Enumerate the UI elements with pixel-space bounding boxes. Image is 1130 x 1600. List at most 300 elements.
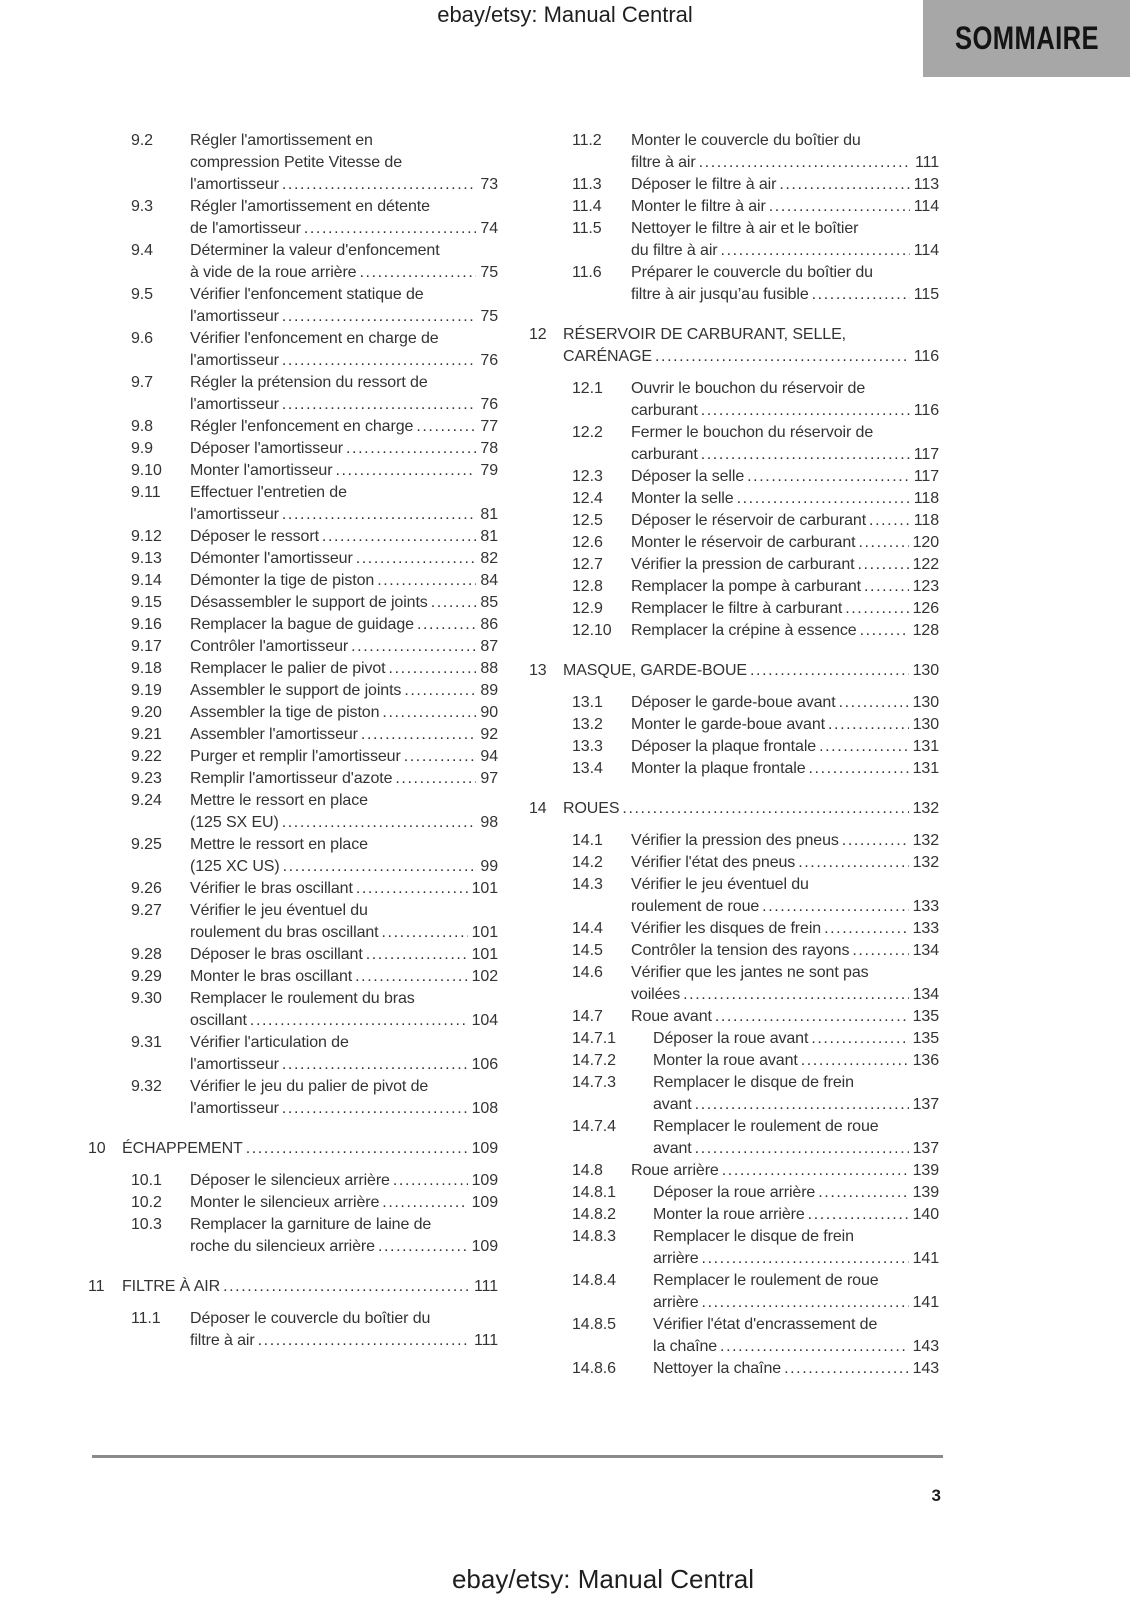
entry-body [631, 532, 939, 554]
entry-number: 13 [529, 662, 547, 679]
entry-last-line [190, 1236, 498, 1258]
entry-last-line [190, 966, 498, 988]
entry-text: Monter la roue arrière [653, 1206, 805, 1223]
entry-number: 9.30 [131, 990, 162, 1007]
entry-text: Remplacer la bague de guidage [190, 616, 414, 633]
toc-entry-9.19 [88, 680, 498, 702]
entry-page-number: 92 [480, 726, 498, 743]
entry-page-number: 116 [913, 402, 939, 419]
dot-leader [809, 758, 909, 780]
entry-text-line: Régler l'amortissement en détente [190, 198, 430, 215]
entry-text: l'amortisseur [190, 1056, 279, 1073]
dot-leader [258, 1330, 470, 1352]
entry-last-line [631, 830, 939, 852]
entry-body [631, 598, 939, 620]
entry-body [631, 378, 939, 422]
entry-text: Remplacer le palier de pivot [190, 660, 386, 677]
entry-number: 9.14 [131, 572, 162, 589]
entry-last-line [190, 460, 498, 482]
dot-leader [839, 692, 909, 714]
entry-body [631, 1006, 939, 1028]
entry-body [653, 1204, 939, 1226]
entry-body [190, 328, 498, 372]
entry-page-number: 130 [912, 694, 939, 711]
entry-number: 14.8.1 [572, 1184, 616, 1201]
entry-text: avant [653, 1096, 692, 1113]
dot-leader [282, 394, 477, 416]
entry-number: 9.12 [131, 528, 162, 545]
entry-text: roulement du bras oscillant [190, 924, 379, 941]
dot-leader [366, 944, 468, 966]
entry-page-number: 111 [473, 1332, 498, 1349]
toc-entry-14.7.1 [529, 1028, 939, 1050]
entry-last-line [190, 570, 498, 592]
entry-text: du filtre à air [631, 242, 718, 259]
entry-number: 9.18 [131, 660, 162, 677]
dot-leader [852, 940, 908, 962]
entry-text: carburant [631, 402, 698, 419]
entry-page-number: 86 [480, 616, 498, 633]
entry-body [190, 724, 498, 746]
entry-text: Vérifier les disques de frein [631, 920, 822, 937]
entry-page-number: 137 [912, 1140, 939, 1157]
dot-leader [361, 724, 476, 746]
entry-page-number: 106 [471, 1056, 498, 1073]
entry-number: 14.6 [572, 964, 603, 981]
toc-entry-14.4 [529, 918, 939, 940]
toc-section-10 [88, 1138, 498, 1160]
dot-leader [702, 1248, 909, 1270]
entry-body [631, 918, 939, 940]
toc-entry-14.6 [529, 962, 939, 1006]
entry-last-line [631, 1006, 939, 1028]
toc-section-14 [529, 798, 939, 820]
entry-last-line [631, 692, 939, 714]
entry-last-line [653, 1204, 939, 1226]
toc-entry-14.7 [529, 1006, 939, 1028]
toc-entry-9.4 [88, 240, 498, 284]
entry-body [631, 576, 939, 598]
dot-leader [282, 1054, 468, 1076]
toc-entry-9.22 [88, 746, 498, 768]
entry-number: 12.1 [572, 380, 603, 397]
entry-body [190, 372, 498, 416]
toc-entry-9.3 [88, 196, 498, 240]
entry-number: 14.7.2 [572, 1052, 616, 1069]
entry-last-line [631, 240, 939, 262]
entry-number: 9.32 [131, 1078, 162, 1095]
entry-page-number: 114 [913, 198, 939, 215]
entry-body [563, 324, 939, 368]
entry-text-line: RÉSERVOIR DE CARBURANT, SELLE, [563, 326, 847, 343]
toc-entry-9.21 [88, 724, 498, 746]
dot-leader [798, 852, 908, 874]
dot-leader [393, 1170, 468, 1192]
toc-entry-14.7.3 [529, 1072, 939, 1116]
entry-number: 10.1 [131, 1172, 162, 1189]
entry-last-line [190, 1054, 498, 1076]
entry-last-line [631, 400, 939, 422]
dot-leader [351, 636, 476, 658]
entry-last-line [631, 466, 939, 488]
toc-entry-12.2 [529, 422, 939, 466]
dot-leader [858, 532, 908, 554]
entry-number: 11.4 [572, 198, 602, 215]
entry-last-line [190, 680, 498, 702]
entry-body [631, 466, 939, 488]
toc-entry-11.3 [529, 174, 939, 196]
entry-text-line: Effectuer l'entretien de [190, 484, 347, 501]
entry-text-line: Vérifier le jeu du palier de pivot de [190, 1078, 429, 1095]
toc-entry-12.3 [529, 466, 939, 488]
entry-text: FILTRE À AIR [122, 1278, 221, 1295]
toc-entry-9.14 [88, 570, 498, 592]
entry-body [190, 988, 498, 1032]
toc-entry-9.10 [88, 460, 498, 482]
dot-leader [282, 350, 477, 372]
entry-text: l'amortisseur [190, 506, 279, 523]
entry-number: 12.4 [572, 490, 603, 507]
dot-leader [824, 918, 909, 940]
dot-leader [737, 488, 910, 510]
toc-entry-10.3 [88, 1214, 498, 1258]
dot-leader [720, 1336, 909, 1358]
dot-leader [431, 592, 477, 614]
entry-number: 14.7.3 [572, 1074, 616, 1091]
page-number: 3 [931, 1486, 941, 1505]
entry-last-line [631, 1160, 939, 1182]
toc-section-13 [529, 660, 939, 682]
entry-page-number: 109 [471, 1194, 498, 1211]
entry-page-number: 118 [913, 490, 939, 507]
entry-last-line [190, 262, 498, 284]
entry-text: Nettoyer la chaîne [653, 1360, 782, 1377]
entry-page-number: 74 [480, 220, 498, 237]
entry-text: Monter le filtre à air [631, 198, 766, 215]
dot-leader [417, 614, 476, 636]
entry-body [190, 1308, 498, 1352]
entry-last-line [190, 526, 498, 548]
entry-text: oscillant [190, 1012, 247, 1029]
entry-last-line [122, 1276, 498, 1298]
entry-text: de l'amortisseur [190, 220, 301, 237]
entry-last-line [653, 1094, 939, 1116]
entry-text-line: Mettre le ressort en place [190, 792, 368, 809]
entry-page-number: 122 [912, 556, 939, 573]
dot-leader [722, 1160, 909, 1182]
entry-page-number: 139 [912, 1184, 939, 1201]
header-title: ebay/etsy: Manual Central [437, 2, 693, 27]
entry-page-number: 101 [471, 924, 498, 941]
entry-text-line: Régler la prétension du ressort de [190, 374, 428, 391]
dot-leader [702, 1292, 909, 1314]
entry-text: Déposer la roue avant [653, 1030, 809, 1047]
entry-text-line: Régler l'amortissement en [190, 132, 373, 149]
entry-text: carburant [631, 446, 698, 463]
entry-number: 12.8 [572, 578, 603, 595]
entry-text: l'amortisseur [190, 308, 279, 325]
entry-page-number: 109 [471, 1140, 498, 1157]
entry-last-line [190, 504, 498, 526]
toc-entry-9.32 [88, 1076, 498, 1120]
entry-last-line [563, 660, 939, 682]
entry-number: 9.10 [131, 462, 162, 479]
entry-text: l'amortisseur [190, 396, 279, 413]
dot-leader [699, 152, 911, 174]
toc-entry-12.4 [529, 488, 939, 510]
entry-last-line [190, 922, 498, 944]
toc-entry-9.7 [88, 372, 498, 416]
entry-page-number: 89 [480, 682, 498, 699]
dot-leader [695, 1094, 909, 1116]
dot-leader [715, 1006, 909, 1028]
toc-entry-9.16 [88, 614, 498, 636]
entry-last-line [631, 940, 939, 962]
entry-text: ROUES [563, 800, 620, 817]
entry-number: 10.3 [131, 1216, 162, 1233]
entry-text: avant [653, 1140, 692, 1157]
entry-number: 9.15 [131, 594, 162, 611]
entry-number: 11 [88, 1278, 105, 1295]
entry-text: Déposer la plaque frontale [631, 738, 817, 755]
toc-section-12 [529, 324, 939, 368]
entry-body [190, 944, 498, 966]
entry-body [631, 554, 939, 576]
dot-leader [282, 174, 477, 196]
toc-entry-14.8.6 [529, 1358, 939, 1380]
toc-entry-14.7.4 [529, 1116, 939, 1160]
entry-text-line: Vérifier l'état d'encrassement de [653, 1316, 878, 1333]
toc-entry-9.18 [88, 658, 498, 680]
entry-number: 9.4 [131, 242, 153, 259]
entry-text: l'amortisseur [190, 176, 279, 193]
entry-text-line: Déposer le couvercle du boîtier du [190, 1310, 431, 1327]
toc-entry-12.5 [529, 510, 939, 532]
entry-last-line [190, 878, 498, 900]
entry-page-number: 132 [912, 800, 939, 817]
entry-last-line [631, 598, 939, 620]
dot-leader [389, 658, 477, 680]
entry-body [190, 702, 498, 724]
entry-text: Monter la roue avant [653, 1052, 798, 1069]
entry-number: 14.4 [572, 920, 603, 937]
entry-number: 12.2 [572, 424, 603, 441]
entry-text: Désassembler le support de joints [190, 594, 428, 611]
dot-leader [283, 856, 477, 878]
entry-page-number: 90 [480, 704, 498, 721]
entry-text: MASQUE, GARDE-BOUE [563, 662, 748, 679]
entry-body [631, 736, 939, 758]
entry-page-number: 123 [912, 578, 939, 595]
entry-number: 11.1 [131, 1310, 161, 1327]
table-of-contents [88, 130, 939, 1380]
entry-number: 14.7.1 [572, 1030, 616, 1047]
entry-page-number: 136 [912, 1052, 939, 1069]
entry-number: 12.3 [572, 468, 603, 485]
entry-body [653, 1050, 939, 1072]
toc-entry-10.2 [88, 1192, 498, 1214]
entry-last-line [653, 1248, 939, 1270]
toc-column-left [88, 130, 498, 1380]
entry-body [631, 488, 939, 510]
entry-body [631, 174, 939, 196]
entry-page-number: 104 [471, 1012, 498, 1029]
entry-page-number: 140 [912, 1206, 939, 1223]
entry-text: Monter la selle [631, 490, 734, 507]
entry-number: 14.2 [572, 854, 603, 871]
entry-last-line [631, 554, 939, 576]
entry-number: 9.11 [131, 484, 161, 501]
dot-leader [378, 1236, 468, 1258]
entry-text: Monter le bras oscillant [190, 968, 353, 985]
entry-number: 12.9 [572, 600, 603, 617]
entry-text: l'amortisseur [190, 352, 279, 369]
entry-number: 13.4 [572, 760, 603, 777]
dot-leader [223, 1276, 470, 1298]
dot-leader [322, 526, 476, 548]
dot-leader [382, 922, 468, 944]
entry-body [631, 620, 939, 642]
entry-page-number: 99 [480, 858, 498, 875]
entry-page-number: 113 [913, 176, 939, 193]
entry-last-line [631, 918, 939, 940]
entry-body [653, 1182, 939, 1204]
entry-body [563, 660, 939, 682]
dot-leader [801, 1050, 909, 1072]
entry-last-line [190, 218, 498, 240]
toc-entry-14.1 [529, 830, 939, 852]
entry-number: 14.8.6 [572, 1360, 616, 1377]
entry-number: 9.17 [131, 638, 162, 655]
toc-entry-12.10 [529, 620, 939, 642]
entry-body [190, 878, 498, 900]
entry-number: 9.25 [131, 836, 162, 853]
entry-number: 9.9 [131, 440, 153, 457]
entry-last-line [631, 174, 939, 196]
entry-text: Régler l'enfoncement en charge [190, 418, 414, 435]
entry-page-number: 137 [912, 1096, 939, 1113]
entry-text: filtre à air jusqu’au fusible [631, 286, 809, 303]
entry-last-line [190, 438, 498, 460]
dot-leader [282, 1098, 468, 1120]
entry-body [122, 1138, 498, 1160]
entry-page-number: 131 [912, 760, 939, 777]
entry-page-number: 117 [913, 446, 939, 463]
entry-body [190, 900, 498, 944]
toc-entry-9.29 [88, 966, 498, 988]
entry-number: 10.2 [131, 1194, 162, 1211]
entry-text: CARÉNAGE [563, 348, 652, 365]
entry-page-number: 75 [480, 308, 498, 325]
entry-last-line [653, 1292, 939, 1314]
entry-page-number: 98 [480, 814, 498, 831]
entry-number: 9.21 [131, 726, 162, 743]
entry-page-number: 132 [912, 832, 939, 849]
entry-text: Démonter la tige de piston [190, 572, 375, 589]
entry-last-line [190, 548, 498, 570]
entry-body [631, 196, 939, 218]
entry-body [190, 746, 498, 768]
entry-number: 9.23 [131, 770, 162, 787]
entry-page-number: 135 [912, 1030, 939, 1047]
entry-number: 14.8.2 [572, 1206, 616, 1223]
entry-page-number: 88 [480, 660, 498, 677]
toc-entry-13.1 [529, 692, 939, 714]
entry-number: 9.22 [131, 748, 162, 765]
entry-last-line [631, 196, 939, 218]
entry-page-number: 126 [912, 600, 939, 617]
entry-body [190, 790, 498, 834]
entry-body [190, 636, 498, 658]
entry-body [190, 1214, 498, 1258]
entry-text: Déposer le réservoir de carburant [631, 512, 867, 529]
entry-last-line [563, 798, 939, 820]
dot-leader [747, 466, 910, 488]
entry-page-number: 79 [480, 462, 498, 479]
entry-last-line [631, 736, 939, 758]
entry-text: filtre à air [631, 154, 696, 171]
entry-text: Monter le réservoir de carburant [631, 534, 856, 551]
entry-text: Déposer la roue arrière [653, 1184, 816, 1201]
entry-page-number: 135 [912, 1008, 939, 1025]
dot-leader [246, 1138, 468, 1160]
entry-text: Remplacer la crépine à essence [631, 622, 857, 639]
toc-entry-9.12 [88, 526, 498, 548]
entry-last-line [631, 758, 939, 780]
toc-entry-9.31 [88, 1032, 498, 1076]
dot-leader [864, 576, 909, 598]
entry-page-number: 120 [912, 534, 939, 551]
dot-leader [769, 196, 910, 218]
toc-entry-14.8.2 [529, 1204, 939, 1226]
entry-page-number: 114 [913, 242, 939, 259]
entry-text: roulement de roue [631, 898, 760, 915]
entry-last-line [190, 746, 498, 768]
toc-entry-14.3 [529, 874, 939, 918]
entry-number: 11.6 [572, 264, 602, 281]
dot-leader [762, 896, 908, 918]
entry-body [190, 614, 498, 636]
entry-text: ÉCHAPPEMENT [122, 1140, 243, 1157]
entry-body [653, 1270, 939, 1314]
entry-number: 14.8.3 [572, 1228, 616, 1245]
entry-number: 9.29 [131, 968, 162, 985]
toc-entry-13.2 [529, 714, 939, 736]
entry-number: 9.31 [131, 1034, 162, 1051]
entry-text-line: Vérifier le jeu éventuel du [190, 902, 368, 919]
entry-text: Contrôler la tension des rayons [631, 942, 850, 959]
entry-body [631, 940, 939, 962]
toc-entry-9.13 [88, 548, 498, 570]
entry-page-number: 82 [480, 550, 498, 567]
entry-text: Assembler le support de joints [190, 682, 402, 699]
entry-page-number: 117 [913, 468, 939, 485]
entry-last-line [190, 636, 498, 658]
entry-body [563, 798, 939, 820]
entry-number: 9.28 [131, 946, 162, 963]
toc-entry-9.5 [88, 284, 498, 328]
entry-page-number: 78 [480, 440, 498, 457]
toc-entry-9.27 [88, 900, 498, 944]
toc-entry-14.8 [529, 1160, 939, 1182]
entry-body [190, 548, 498, 570]
entry-text: la chaîne [653, 1338, 718, 1355]
entry-page-number: 76 [480, 396, 498, 413]
entry-page-number: 111 [914, 154, 939, 171]
entry-body [190, 482, 498, 526]
dot-leader [404, 746, 477, 768]
entry-number: 9.16 [131, 616, 162, 633]
